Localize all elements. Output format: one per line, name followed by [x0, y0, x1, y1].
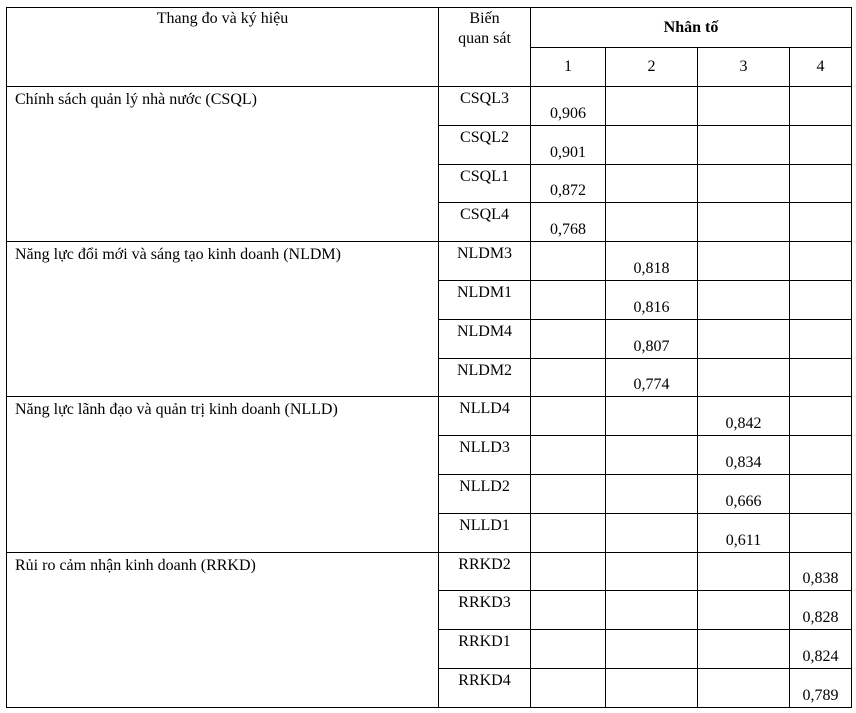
empty-cell	[790, 319, 852, 358]
loading-value: 0,818	[606, 242, 698, 281]
variable-code: NLLD2	[439, 474, 531, 513]
variable-code: CSQL1	[439, 164, 531, 203]
header-variable-line1: Biến	[469, 10, 500, 27]
empty-cell	[790, 87, 852, 126]
empty-cell	[606, 630, 698, 669]
empty-cell	[531, 668, 606, 707]
loading-value: 0,611	[698, 513, 790, 552]
loading-value: 0,774	[606, 358, 698, 397]
table-row	[7, 242, 852, 281]
loading-value: 0,872	[531, 164, 606, 203]
variable-code: RRKD3	[439, 591, 531, 630]
variable-code: CSQL2	[439, 125, 531, 164]
loading-value: 0,807	[606, 319, 698, 358]
scale-name: Năng lực lãnh đạo và quản trị kinh doanh (NLLD)	[7, 397, 439, 552]
empty-cell	[606, 668, 698, 707]
empty-cell	[790, 125, 852, 164]
empty-cell	[606, 513, 698, 552]
scale-name: Năng lực đổi mới và sáng tạo kinh doanh (NLDM)	[7, 242, 439, 397]
loading-value: 0,824	[790, 630, 852, 669]
empty-cell	[790, 474, 852, 513]
header-factor-2: 2	[606, 48, 698, 87]
loading-value: 0,838	[790, 552, 852, 591]
empty-cell	[790, 397, 852, 436]
table-row	[7, 397, 852, 436]
empty-cell	[790, 203, 852, 242]
empty-cell	[606, 397, 698, 436]
empty-cell	[698, 280, 790, 319]
empty-cell	[531, 552, 606, 591]
empty-cell	[531, 513, 606, 552]
loading-value: 0,901	[531, 125, 606, 164]
empty-cell	[606, 474, 698, 513]
empty-cell	[606, 87, 698, 126]
header-factor-4: 4	[790, 48, 852, 87]
scale-name: Chính sách quản lý nhà nước (CSQL)	[7, 87, 439, 242]
scale-name: Rủi ro cảm nhận kinh doanh (RRKD)	[7, 552, 439, 707]
empty-cell	[531, 591, 606, 630]
empty-cell	[790, 242, 852, 281]
table-body	[7, 87, 852, 708]
variable-code: NLDM4	[439, 319, 531, 358]
empty-cell	[606, 591, 698, 630]
header-factor: Nhân tố	[531, 8, 852, 48]
variable-code: RRKD4	[439, 668, 531, 707]
empty-cell	[698, 552, 790, 591]
variable-code: NLLD1	[439, 513, 531, 552]
empty-cell	[606, 552, 698, 591]
factor-loadings-table	[6, 7, 852, 708]
loading-value: 0,906	[531, 87, 606, 126]
variable-code: RRKD1	[439, 630, 531, 669]
empty-cell	[531, 358, 606, 397]
variable-code: NLDM1	[439, 280, 531, 319]
empty-cell	[531, 319, 606, 358]
header-factor-3: 3	[698, 48, 790, 87]
empty-cell	[790, 513, 852, 552]
empty-cell	[606, 436, 698, 475]
empty-cell	[606, 203, 698, 242]
empty-cell	[531, 630, 606, 669]
empty-cell	[698, 319, 790, 358]
empty-cell	[790, 280, 852, 319]
variable-code: NLDM3	[439, 242, 531, 281]
empty-cell	[698, 591, 790, 630]
empty-cell	[698, 87, 790, 126]
empty-cell	[698, 630, 790, 669]
loading-value: 0,768	[531, 203, 606, 242]
loading-value: 0,816	[606, 280, 698, 319]
empty-cell	[698, 125, 790, 164]
header-factor-1: 1	[531, 48, 606, 87]
empty-cell	[790, 164, 852, 203]
variable-code: NLLD4	[439, 397, 531, 436]
table-row	[7, 552, 852, 591]
empty-cell	[531, 474, 606, 513]
empty-cell	[698, 242, 790, 281]
header-variable	[439, 8, 531, 87]
empty-cell	[531, 436, 606, 475]
empty-cell	[698, 358, 790, 397]
empty-cell	[531, 280, 606, 319]
header-variable-line2: quan sát	[458, 30, 511, 47]
loading-value: 0,828	[790, 591, 852, 630]
loading-value: 0,842	[698, 397, 790, 436]
variable-code: NLDM2	[439, 358, 531, 397]
table-row	[7, 87, 852, 126]
empty-cell	[606, 164, 698, 203]
header-scale: Thang đo và ký hiệu	[7, 8, 439, 87]
variable-code: RRKD2	[439, 552, 531, 591]
empty-cell	[698, 203, 790, 242]
empty-cell	[698, 164, 790, 203]
empty-cell	[606, 125, 698, 164]
empty-cell	[531, 397, 606, 436]
loading-value: 0,834	[698, 436, 790, 475]
empty-cell	[531, 242, 606, 281]
variable-code: NLLD3	[439, 436, 531, 475]
loading-value: 0,666	[698, 474, 790, 513]
empty-cell	[698, 668, 790, 707]
loading-value: 0,789	[790, 668, 852, 707]
empty-cell	[790, 358, 852, 397]
empty-cell	[790, 436, 852, 475]
variable-code: CSQL3	[439, 87, 531, 126]
variable-code: CSQL4	[439, 203, 531, 242]
